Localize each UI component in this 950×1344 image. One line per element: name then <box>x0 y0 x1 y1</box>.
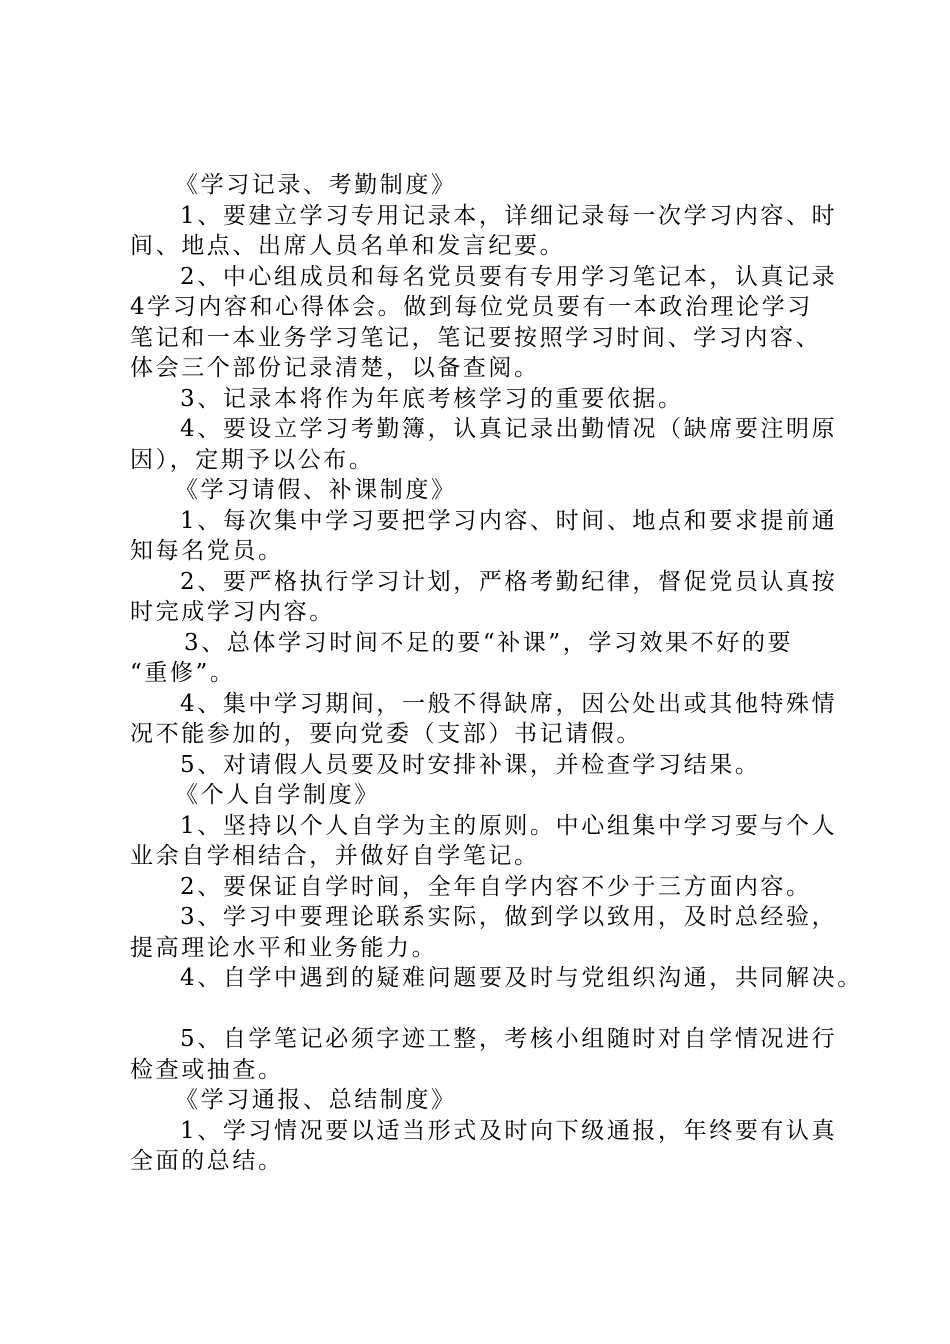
paragraph-line: 笔记和一本业务学习笔记，笔记要按照学习时间、学习内容、 <box>130 324 822 351</box>
section-title: 《学习通报、总结制度》 <box>175 1087 457 1113</box>
paragraph-line: 2、要保证自学时间，全年自学内容不少于三方面内容。 <box>180 873 812 900</box>
paragraph-line: 2、中心组成员和每名党员要有专用学习笔记本，认真记录 <box>180 263 838 290</box>
paragraph-line: 4、集中学习期间，一般不得缺席，因公处出或其他特殊情 <box>180 690 838 717</box>
paragraph-line: 间、地点、出席人员名单和发言纪要。 <box>130 233 566 259</box>
section-title: 《学习记录、考勤制度》 <box>175 172 457 198</box>
paragraph-line: 3、学习中要理论联系实际，做到学以致用，及时总经验， <box>180 904 838 930</box>
document-body <box>130 170 863 1177</box>
paragraph-line: 2、要严格执行学习计划，严格考勤纪律，督促党员认真按 <box>180 568 838 595</box>
paragraph-line: 5、对请假人员要及时安排补课，并检查学习结果。 <box>180 751 761 778</box>
paragraph-line: 知每名党员。 <box>130 538 284 564</box>
section-title: 《学习请假、补课制度》 <box>175 477 457 503</box>
paragraph-line: 1、学习情况要以适当形式及时向下级通报，年终要有认真 <box>180 1117 838 1144</box>
paragraph-line: 因），定期予以公布。 <box>130 446 375 473</box>
paragraph-line: 3、总体学习时间不足的要“补课”，学习效果不好的要 <box>184 629 794 656</box>
paragraph-line: 体会三个部份记录清楚，以备查阅。 <box>130 355 540 381</box>
paragraph-line: 全面的总结。 <box>130 1148 284 1174</box>
paragraph-line: 4学习内容和心得体会。做到每位党员要有一本政治理论学习 <box>130 294 813 320</box>
paragraph-line: 3、记录本将作为年底考核学习的重要依据。 <box>180 385 684 412</box>
paragraph-line: 1、要建立学习专用记录本，详细记录每一次学习内容、时 <box>180 202 838 229</box>
paragraph-line: 检查或抽查。 <box>130 1056 284 1083</box>
paragraph-line: 提高理论水平和业务能力。 <box>130 934 438 961</box>
section-title: 《个人自学制度》 <box>175 782 380 808</box>
paragraph-line: 1、每次集中学习要把学习内容、时间、地点和要求提前通 <box>180 507 838 534</box>
paragraph-line: “重修”。 <box>130 660 236 686</box>
paragraph-line: 况不能参加的，要向党委（支部）书记请假。 <box>130 721 642 747</box>
paragraph-line: 业余自学相结合，并做好自学笔记。 <box>130 843 540 869</box>
paragraph-line: 4、要设立学习考勤簿，认真记录出勤情况（缺席要注明原 <box>180 416 838 442</box>
paragraph-line: 时完成学习内容。 <box>130 599 335 625</box>
paragraph-line: 5、自学笔记必须字迹工整，考核小组随时对自学情况进行 <box>180 1026 838 1052</box>
paragraph-line: 1、坚持以个人自学为主的原则。中心组集中学习要与个人 <box>180 812 838 839</box>
blank-line <box>130 994 830 1025</box>
paragraph-line: 4、自学中遇到的疑难问题要及时与党组织沟通，共同解决。 <box>180 965 863 991</box>
